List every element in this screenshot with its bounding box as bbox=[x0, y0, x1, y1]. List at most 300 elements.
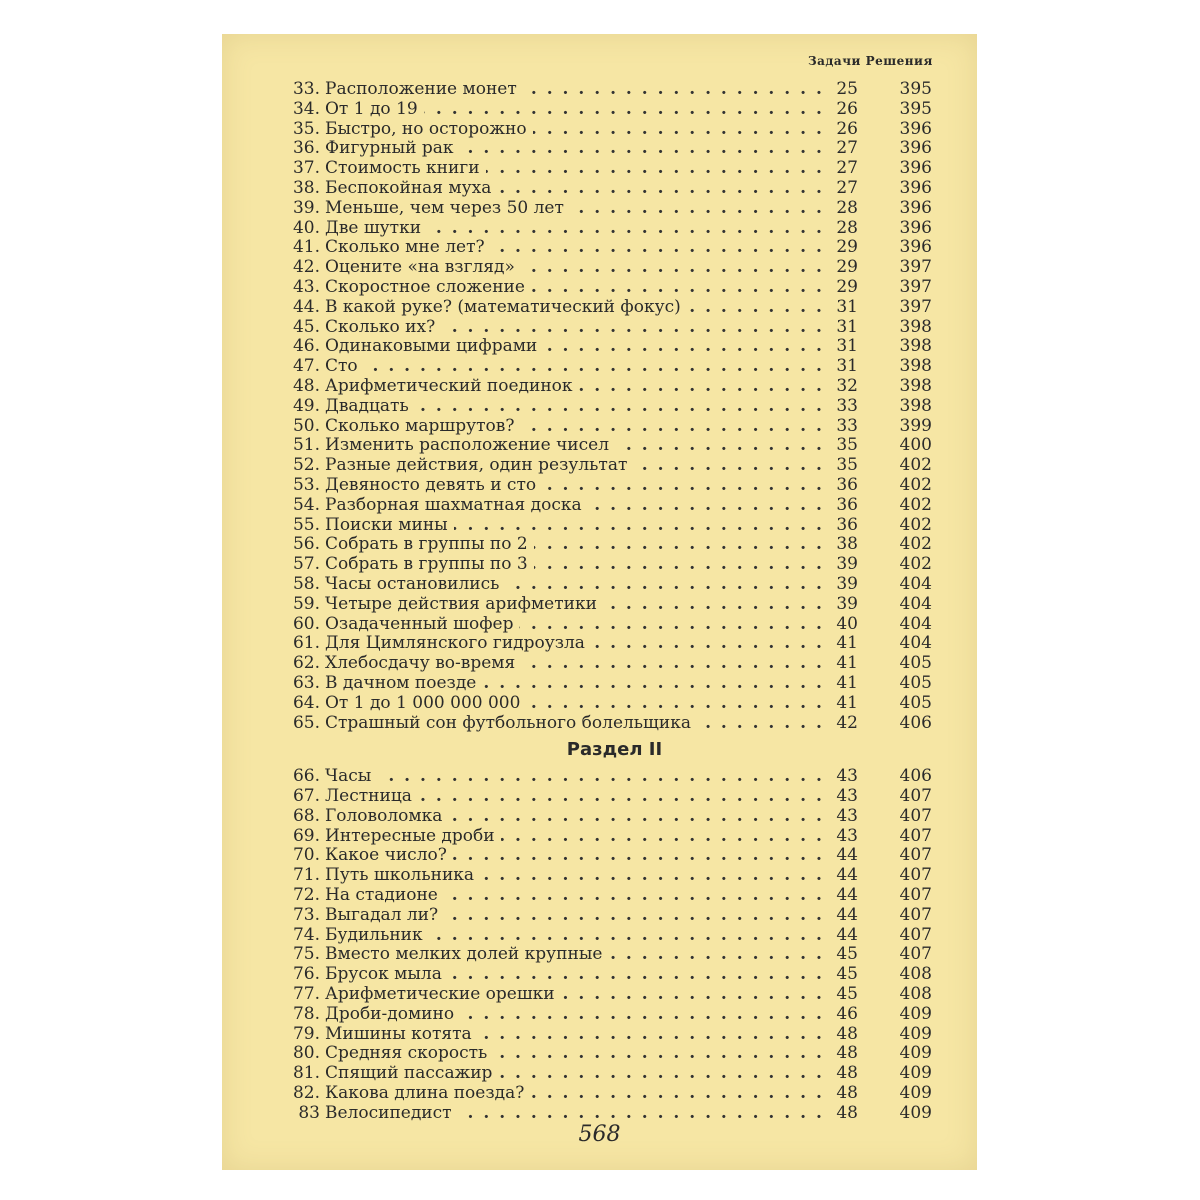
column-headers: Задачи Решения bbox=[808, 54, 933, 68]
entry-title: Четыре действия арифметики bbox=[325, 595, 603, 614]
toc-entry bbox=[222, 827, 977, 847]
task-page: 29 bbox=[836, 276, 858, 297]
entry-number: 33. bbox=[292, 79, 320, 99]
entry-number: 56. bbox=[292, 534, 320, 555]
entry-number: 59. bbox=[292, 593, 320, 614]
entry-title: Две шутки bbox=[325, 219, 427, 238]
entry-title-leader bbox=[325, 787, 830, 807]
toc-entry bbox=[222, 767, 977, 787]
entry-title-leader bbox=[325, 199, 830, 219]
task-page: 26 bbox=[836, 118, 858, 139]
toc-entry bbox=[222, 397, 977, 417]
entry-number: 78. bbox=[292, 1003, 320, 1024]
toc-entry bbox=[222, 787, 977, 807]
entry-number: 69. bbox=[292, 825, 320, 846]
task-page: 28 bbox=[836, 217, 858, 238]
entry-number: 77. bbox=[292, 984, 320, 1005]
toc-entry bbox=[222, 139, 977, 159]
entry-title-leader bbox=[325, 476, 830, 496]
task-page: 35 bbox=[836, 435, 858, 456]
solution-page: 402 bbox=[899, 474, 932, 495]
entry-title: Стоимость книги bbox=[325, 159, 486, 178]
task-page: 44 bbox=[836, 904, 858, 925]
toc-entry bbox=[222, 615, 977, 635]
task-page: 41 bbox=[836, 692, 858, 713]
page-number: 568 bbox=[578, 1122, 621, 1147]
entry-title: Беспокойная муха bbox=[325, 179, 497, 198]
entry-number: 83 bbox=[298, 1102, 320, 1123]
toc-entry bbox=[222, 906, 977, 926]
entry-title-leader bbox=[325, 846, 830, 866]
entry-title-leader bbox=[325, 397, 830, 417]
task-page: 45 bbox=[836, 944, 858, 965]
entry-title-leader bbox=[325, 318, 830, 338]
entry-title-leader bbox=[325, 965, 830, 985]
entry-number: 48. bbox=[292, 375, 320, 396]
entry-number: 41. bbox=[292, 237, 320, 258]
solution-page: 398 bbox=[899, 316, 932, 337]
task-page: 44 bbox=[836, 885, 858, 906]
entry-title-leader bbox=[325, 654, 830, 674]
entry-title: Средняя скорость bbox=[325, 1044, 493, 1063]
solution-page: 407 bbox=[899, 944, 932, 965]
entry-number: 40. bbox=[292, 217, 320, 238]
entry-number: 46. bbox=[292, 336, 320, 357]
task-page: 45 bbox=[836, 984, 858, 1005]
entry-number: 58. bbox=[292, 573, 320, 594]
entry-title-leader bbox=[325, 1104, 830, 1124]
entry-title-leader bbox=[325, 674, 830, 694]
task-page: 40 bbox=[836, 613, 858, 634]
entry-title: Озадаченный шофер bbox=[325, 615, 519, 634]
entry-title: Сколько мне лет? bbox=[325, 238, 491, 257]
task-page: 39 bbox=[836, 554, 858, 575]
task-page: 28 bbox=[836, 197, 858, 218]
entry-number: 73. bbox=[292, 904, 320, 925]
task-page: 41 bbox=[836, 633, 858, 654]
entry-title-leader bbox=[325, 926, 830, 946]
entry-number: 67. bbox=[292, 786, 320, 807]
task-page: 26 bbox=[836, 98, 858, 119]
toc-entry bbox=[222, 985, 977, 1005]
toc-entry bbox=[222, 1104, 977, 1124]
entry-title-leader bbox=[325, 866, 830, 886]
entry-title: Скоростное сложение bbox=[325, 278, 531, 297]
entry-title: Брусок мыла bbox=[325, 965, 448, 984]
entry-title: Двадцать bbox=[325, 397, 415, 416]
entry-title: От 1 до 19 bbox=[325, 100, 424, 119]
task-page: 43 bbox=[836, 805, 858, 826]
toc-entry bbox=[222, 417, 977, 437]
toc-entry bbox=[222, 926, 977, 946]
entry-title-leader bbox=[325, 258, 830, 278]
task-page: 48 bbox=[836, 1043, 858, 1064]
entry-title: Будильник bbox=[325, 926, 429, 945]
entry-title: Быстро, но осторожно bbox=[325, 120, 533, 139]
solution-page: 409 bbox=[899, 1043, 932, 1064]
entry-number: 79. bbox=[292, 1023, 320, 1044]
solution-page: 409 bbox=[899, 1023, 932, 1044]
toc-entry bbox=[222, 219, 977, 239]
entry-number: 44. bbox=[292, 296, 320, 317]
entry-title: Хлебосдачу во-время bbox=[325, 654, 521, 673]
solution-page: 396 bbox=[899, 158, 932, 179]
entry-title-leader bbox=[325, 807, 830, 827]
entry-title: Часы bbox=[325, 767, 377, 786]
entry-number: 60. bbox=[292, 613, 320, 634]
entry-title: Дроби-домино bbox=[325, 1005, 460, 1024]
entry-title: Сто bbox=[325, 357, 364, 376]
entry-number: 55. bbox=[292, 514, 320, 535]
toc-entry bbox=[222, 1005, 977, 1025]
entry-number: 75. bbox=[292, 944, 320, 965]
entry-title-leader bbox=[325, 100, 830, 120]
entry-title-leader bbox=[325, 985, 830, 1005]
toc-entry bbox=[222, 555, 977, 575]
solution-page: 404 bbox=[899, 613, 932, 634]
toc-entry bbox=[222, 456, 977, 476]
entry-number: 61. bbox=[292, 633, 320, 654]
toc-entry bbox=[222, 100, 977, 120]
solution-page: 407 bbox=[899, 845, 932, 866]
entry-title: Мишины котята bbox=[325, 1025, 478, 1044]
toc-entry bbox=[222, 846, 977, 866]
entry-title: Какова длина поезда? bbox=[325, 1084, 530, 1103]
entry-title-leader bbox=[325, 179, 830, 199]
task-page: 39 bbox=[836, 593, 858, 614]
task-page: 35 bbox=[836, 455, 858, 476]
task-page: 32 bbox=[836, 375, 858, 396]
entry-title-leader bbox=[325, 615, 830, 635]
entry-title: В какой руке? (математический фокус) bbox=[325, 298, 687, 317]
toc-entry bbox=[222, 159, 977, 179]
solution-page: 396 bbox=[899, 237, 932, 258]
entry-number: 72. bbox=[292, 885, 320, 906]
toc-entry bbox=[222, 674, 977, 694]
solution-page: 406 bbox=[899, 766, 932, 787]
task-page: 45 bbox=[836, 964, 858, 985]
toc-entry bbox=[222, 1044, 977, 1064]
toc-entry bbox=[222, 298, 977, 318]
toc-entry bbox=[222, 1084, 977, 1104]
entry-title: Собрать в группы по 2 bbox=[325, 535, 534, 554]
entry-number: 82. bbox=[292, 1083, 320, 1104]
toc-entry bbox=[222, 886, 977, 906]
table-of-contents bbox=[222, 80, 977, 1124]
toc-entry bbox=[222, 516, 977, 536]
task-page: 44 bbox=[836, 924, 858, 945]
entry-number: 51. bbox=[292, 435, 320, 456]
task-page: 25 bbox=[836, 79, 858, 99]
entry-number: 57. bbox=[292, 554, 320, 575]
entry-title: Расположение монет bbox=[325, 80, 523, 99]
solution-page: 396 bbox=[899, 118, 932, 139]
toc-entry bbox=[222, 258, 977, 278]
entry-number: 63. bbox=[292, 672, 320, 693]
entry-title-leader bbox=[325, 377, 830, 397]
entry-number: 37. bbox=[292, 158, 320, 179]
entry-number: 35. bbox=[292, 118, 320, 139]
task-page: 36 bbox=[836, 494, 858, 515]
entry-title: Головоломка bbox=[325, 807, 448, 826]
entry-number: 71. bbox=[292, 865, 320, 886]
toc-entry bbox=[222, 535, 977, 555]
entry-title-leader bbox=[325, 906, 830, 926]
entry-number: 38. bbox=[292, 177, 320, 198]
entry-number: 42. bbox=[292, 257, 320, 278]
entry-number: 52. bbox=[292, 455, 320, 476]
task-page: 43 bbox=[836, 825, 858, 846]
entry-title-leader bbox=[325, 1025, 830, 1045]
entry-title: От 1 до 1 000 000 000 bbox=[325, 694, 526, 713]
entry-number: 66. bbox=[292, 766, 320, 787]
entry-title: Оцените «на взгляд» bbox=[325, 258, 521, 277]
solution-page: 405 bbox=[899, 672, 932, 693]
entry-number: 81. bbox=[292, 1063, 320, 1084]
toc-entry bbox=[222, 377, 977, 397]
entry-number: 65. bbox=[292, 712, 320, 733]
solution-page: 409 bbox=[899, 1102, 932, 1123]
solution-page: 395 bbox=[899, 98, 932, 119]
solution-page: 404 bbox=[899, 573, 932, 594]
entry-title-leader bbox=[325, 159, 830, 179]
solution-page: 404 bbox=[899, 633, 932, 654]
entry-title: Для Цимлянского гидроузла bbox=[325, 634, 591, 653]
task-page: 44 bbox=[836, 865, 858, 886]
solution-page: 407 bbox=[899, 805, 932, 826]
solution-page: 396 bbox=[899, 177, 932, 198]
task-page: 29 bbox=[836, 237, 858, 258]
entry-number: 64. bbox=[292, 692, 320, 713]
entry-title-leader bbox=[325, 1064, 830, 1084]
task-page: 48 bbox=[836, 1083, 858, 1104]
entry-title: Изменить расположение чисел bbox=[325, 436, 615, 455]
entry-number: 43. bbox=[292, 276, 320, 297]
toc-entry bbox=[222, 1064, 977, 1084]
book-page bbox=[222, 34, 977, 1170]
task-page: 44 bbox=[836, 845, 858, 866]
toc-entry bbox=[222, 179, 977, 199]
solution-page: 396 bbox=[899, 197, 932, 218]
entry-number: 47. bbox=[292, 356, 320, 377]
entry-number: 50. bbox=[292, 415, 320, 436]
solution-page: 408 bbox=[899, 964, 932, 985]
entry-title-leader bbox=[325, 1005, 830, 1025]
entry-number: 53. bbox=[292, 474, 320, 495]
entry-title-leader bbox=[325, 1044, 830, 1064]
entry-number: 49. bbox=[292, 395, 320, 416]
section-2-heading: Раздел II bbox=[566, 739, 663, 761]
solution-page: 407 bbox=[899, 786, 932, 807]
entry-number: 70. bbox=[292, 845, 320, 866]
task-page: 41 bbox=[836, 672, 858, 693]
section-2-list bbox=[222, 767, 977, 1123]
entry-title: Собрать в группы по 3 bbox=[325, 555, 534, 574]
entry-title: Какое число? bbox=[325, 846, 453, 865]
entry-number: 76. bbox=[292, 964, 320, 985]
solution-page: 402 bbox=[899, 534, 932, 555]
solution-page: 408 bbox=[899, 984, 932, 1005]
entry-title-leader bbox=[325, 535, 830, 555]
solution-page: 398 bbox=[899, 395, 932, 416]
toc-entry bbox=[222, 634, 977, 654]
task-page: 33 bbox=[836, 395, 858, 416]
toc-entry bbox=[222, 945, 977, 965]
entry-title: Часы остановились bbox=[325, 575, 505, 594]
solution-page: 396 bbox=[899, 138, 932, 159]
task-page: 31 bbox=[836, 356, 858, 377]
task-page: 33 bbox=[836, 415, 858, 436]
solution-page: 402 bbox=[899, 455, 932, 476]
entry-title: Фигурный рак bbox=[325, 139, 459, 158]
entry-title-leader bbox=[325, 80, 830, 100]
task-page: 46 bbox=[836, 1003, 858, 1024]
entry-title: Арифметические орешки bbox=[325, 985, 561, 1004]
entry-title-leader bbox=[325, 417, 830, 437]
toc-entry bbox=[222, 595, 977, 615]
task-page: 36 bbox=[836, 514, 858, 535]
entry-title-leader bbox=[325, 767, 830, 787]
solution-page: 409 bbox=[899, 1083, 932, 1104]
toc-entry bbox=[222, 278, 977, 298]
toc-entry bbox=[222, 807, 977, 827]
task-page: 31 bbox=[836, 336, 858, 357]
section-1-list bbox=[222, 80, 977, 733]
entry-number: 45. bbox=[292, 316, 320, 337]
solution-page: 407 bbox=[899, 865, 932, 886]
entry-title: Разные действия, один результат bbox=[325, 456, 633, 475]
solution-page: 405 bbox=[899, 692, 932, 713]
solution-page: 398 bbox=[899, 375, 932, 396]
entry-number: 36. bbox=[292, 138, 320, 159]
task-page: 41 bbox=[836, 653, 858, 674]
entry-title-leader bbox=[325, 555, 830, 575]
entry-title-leader bbox=[325, 714, 830, 734]
solution-page: 402 bbox=[899, 554, 932, 575]
solution-page: 397 bbox=[899, 257, 932, 278]
entry-number: 54. bbox=[292, 494, 320, 515]
toc-entry bbox=[222, 714, 977, 734]
task-page: 48 bbox=[836, 1063, 858, 1084]
toc-entry bbox=[222, 866, 977, 886]
solution-page: 407 bbox=[899, 825, 932, 846]
solution-page: 399 bbox=[899, 415, 932, 436]
entry-number: 62. bbox=[292, 653, 320, 674]
toc-entry bbox=[222, 199, 977, 219]
solution-page: 407 bbox=[899, 924, 932, 945]
task-page: 31 bbox=[836, 316, 858, 337]
task-page: 39 bbox=[836, 573, 858, 594]
task-page: 27 bbox=[836, 138, 858, 159]
entry-title-leader bbox=[325, 357, 830, 377]
entry-title: Девяносто девять и сто bbox=[325, 476, 542, 495]
solution-page: 406 bbox=[899, 712, 932, 733]
toc-entry bbox=[222, 694, 977, 714]
solution-page: 405 bbox=[899, 653, 932, 674]
entry-title: Арифметический поединок bbox=[325, 377, 579, 396]
entry-title: Сколько их? bbox=[325, 318, 441, 337]
entry-title-leader bbox=[325, 238, 830, 258]
entry-title-leader bbox=[325, 456, 830, 476]
task-page: 43 bbox=[836, 786, 858, 807]
toc-entry bbox=[222, 476, 977, 496]
task-page: 38 bbox=[836, 534, 858, 555]
toc-entry bbox=[222, 1025, 977, 1045]
entry-title-leader bbox=[325, 139, 830, 159]
entry-title: Спящий пассажир bbox=[325, 1064, 498, 1083]
toc-entry bbox=[222, 654, 977, 674]
entry-title-leader bbox=[325, 496, 830, 516]
entry-title: Одинаковыми цифрами bbox=[325, 337, 543, 356]
entry-title-leader bbox=[325, 278, 830, 298]
toc-entry bbox=[222, 575, 977, 595]
solution-page: 409 bbox=[899, 1003, 932, 1024]
entry-number: 80. bbox=[292, 1043, 320, 1064]
toc-entry bbox=[222, 357, 977, 377]
toc-entry bbox=[222, 337, 977, 357]
solution-page: 398 bbox=[899, 356, 932, 377]
entry-title-leader bbox=[325, 516, 830, 536]
entry-title: Лестница bbox=[325, 787, 418, 806]
entry-title: Сколько маршрутов? bbox=[325, 417, 520, 436]
entry-title: Интересные дроби bbox=[325, 827, 501, 846]
entry-title: В дачном поезде bbox=[325, 674, 482, 693]
task-page: 31 bbox=[836, 296, 858, 317]
solution-page: 397 bbox=[899, 296, 932, 317]
entry-number: 74. bbox=[292, 924, 320, 945]
toc-entry bbox=[222, 238, 977, 258]
task-page: 27 bbox=[836, 158, 858, 179]
entry-title-leader bbox=[325, 945, 830, 965]
task-page: 29 bbox=[836, 257, 858, 278]
toc-entry bbox=[222, 318, 977, 338]
entry-title: Страшный сон футбольного болельщика bbox=[325, 714, 697, 733]
solution-page: 402 bbox=[899, 494, 932, 515]
solution-page: 407 bbox=[899, 904, 932, 925]
task-page: 48 bbox=[836, 1102, 858, 1123]
solution-page: 407 bbox=[899, 885, 932, 906]
task-page: 43 bbox=[836, 766, 858, 787]
solution-page: 396 bbox=[899, 217, 932, 238]
entry-title-leader bbox=[325, 219, 830, 239]
entry-title: Меньше, чем через 50 лет bbox=[325, 199, 570, 218]
solution-page: 397 bbox=[899, 276, 932, 297]
entry-number: 39. bbox=[292, 197, 320, 218]
entry-title: На стадионе bbox=[325, 886, 444, 905]
entry-title-leader bbox=[325, 575, 830, 595]
toc-entry bbox=[222, 80, 977, 100]
entry-title: Путь школьника bbox=[325, 866, 480, 885]
solution-page: 409 bbox=[899, 1063, 932, 1084]
entry-title-leader bbox=[325, 634, 830, 654]
entry-title-leader bbox=[325, 120, 830, 140]
solution-page: 402 bbox=[899, 514, 932, 535]
entry-title: Разборная шахматная доска bbox=[325, 496, 588, 515]
task-page: 36 bbox=[836, 474, 858, 495]
entry-number: 34. bbox=[292, 98, 320, 119]
entry-title-leader bbox=[325, 595, 830, 615]
entry-title-leader bbox=[325, 298, 830, 318]
entry-title: Поиски мины bbox=[325, 516, 454, 535]
entry-title-leader bbox=[325, 694, 830, 714]
entry-title-leader bbox=[325, 1084, 830, 1104]
entry-title-leader bbox=[325, 886, 830, 906]
toc-entry bbox=[222, 496, 977, 516]
solution-page: 404 bbox=[899, 593, 932, 614]
entry-title-leader bbox=[325, 436, 830, 456]
entry-number: 68. bbox=[292, 805, 320, 826]
solution-page: 398 bbox=[899, 336, 932, 357]
